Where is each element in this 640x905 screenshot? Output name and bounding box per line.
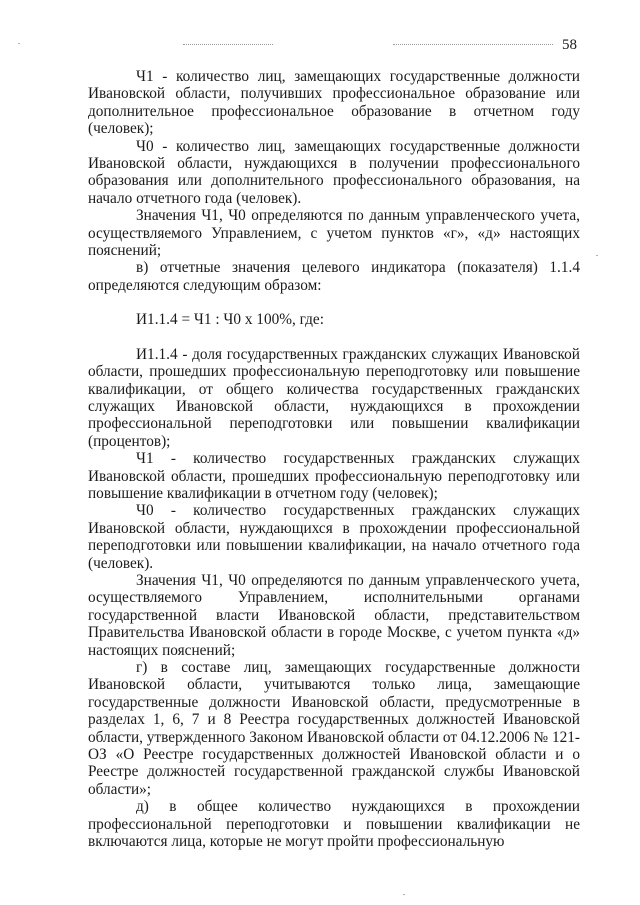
scan-artifact-rule-right [393, 44, 553, 45]
paragraph-item-g: г) в составе лиц, замещающих государственные должности Ивановской области, учитываются только лица, замещающие государственные должности Ивановской области, предусмотренные в разделах 1, 6, 7 и 8 Реестра государственных должностей Ивановской области, утвержденного Законом Ивановской области от 04.12.2006 № 121-ОЗ «О Реестре государственных должностей Ивановской области и о Реестре должностей государственной гражданской службы Ивановской области»; [88, 659, 580, 798]
document-body [88, 68, 580, 850]
paragraph-i114-definition: И1.1.4 - доля государственных гражданских служащих Ивановской области, прошедших профессиональную переподготовку или повышение квалификации, от общего количества государственных гражданских служащих Ивановской области, нуждающихся в прохождении профессиональной переподготовки или повышении квалификации (процентов); [88, 345, 580, 450]
paragraph-values-source: Значения Ч1, Ч0 определяются по данным управленческого учета, осуществляемого Управлением, с учетом пунктов «г», «д» настоящих пояснений; [88, 207, 580, 260]
paragraph-item-v: в) отчетные значения целевого индикатора (показателя) 1.1.4 определяются следующим образом: [88, 259, 580, 294]
paragraph-ch0-civil-definition: Ч0 - количество государственных гражданских служащих Ивановской области, нуждающихся в прохождении профессиональной переподготовки или повышении квалификации, на начало отчетного года (человек). [88, 502, 580, 572]
paragraph-values-source-2: Значения Ч1, Ч0 определяются по данным управленческого учета, осуществляемого Управлением, исполнительными органами государственной власти Ивановской области, представительством Правительства Ивановской области в городе Москве, с учетом пункта «д» настоящих пояснений; [88, 571, 580, 659]
formula-i114: И1.1.4 = Ч1 : Ч0 x 100%, где: [136, 311, 324, 329]
scan-speck [596, 255, 598, 256]
scan-artifact-rule-left [183, 44, 273, 45]
scan-speck [403, 894, 405, 895]
paragraph-ch1-definition: Ч1 - количество лиц, замещающих государственные должности Ивановской области, получивших профессиональное образование или дополнительное профессиональное образование в отчетном году (человек); [88, 68, 580, 138]
paragraph-ch1-civil-definition: Ч1 - количество государственных гражданских служащих Ивановской области, прошедших профессиональную переподготовку или повышение квалификации в отчетном году (человек); [88, 450, 580, 502]
paragraph-item-d: д) в общее количество нуждающихся в прохождении профессиональной переподготовки и повышении квалификации не включаются лица, которые не могут пройти профессиональную [88, 798, 580, 851]
page-number: 58 [562, 37, 577, 53]
scan-speck [18, 43, 20, 44]
paragraph-ch0-definition: Ч0 - количество лиц, замещающих государственные должности Ивановской области, нуждающихся в получении профессионального образования или дополнительного профессионального образования, на начало отчетного года (человек). [88, 137, 580, 207]
